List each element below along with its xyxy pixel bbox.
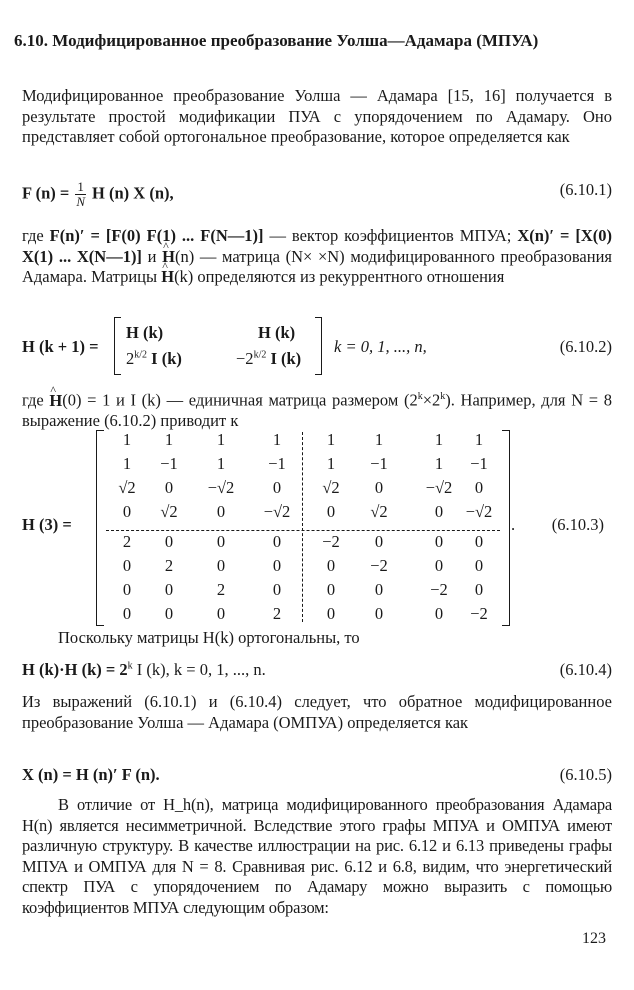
matrix-cell: 0 <box>326 604 336 623</box>
paragraph-inverse: Из выражений (6.10.1) и (6.10.4) следует, что обратное модифицированное преобразование Уолша — Адамара (ОМПУА) определяется как <box>22 692 612 732</box>
matrix-cell: 0 <box>164 604 174 623</box>
matrix-cell: 1 <box>272 430 282 449</box>
period: . <box>511 515 516 534</box>
equation-number: (6.10.5) <box>559 765 612 784</box>
matrix-cell: 2 <box>122 532 132 551</box>
matrix-cell: −√2 <box>207 478 235 497</box>
equation-number: (6.10.3) <box>551 515 604 534</box>
matrix-cell: H (k) <box>126 323 164 342</box>
matrix-cell: 1 <box>216 430 226 449</box>
right-bracket <box>502 430 510 626</box>
matrix-cell: 0 <box>216 532 226 551</box>
matrix-cell: 1 <box>122 430 132 449</box>
matrix-cell: $-2^{k/2}$ I (k) <box>236 349 302 368</box>
page-number: 123 <box>582 930 606 947</box>
eq1-rhs: H (n) X (n), <box>92 183 174 203</box>
equation-6-10-5 <box>22 765 612 789</box>
partition-vertical-line <box>302 432 303 622</box>
matrix-cell: −2 <box>370 556 388 575</box>
matrix-cell: 0 <box>164 478 174 497</box>
equation-body: X (n) = H (n)′ F (n). <box>22 765 160 784</box>
matrix-cell: 2 <box>216 580 226 599</box>
text: и <box>147 246 157 266</box>
matrix-cell: 0 <box>164 532 174 551</box>
matrix-cell: 1 <box>326 430 336 449</box>
equation-6-10-3 <box>22 430 612 626</box>
eq3-lhs: H (3) = <box>22 515 72 534</box>
matrix-cell: H (k) <box>258 323 296 342</box>
index-range: k = 0, 1, ..., n, <box>334 337 427 356</box>
matrix-cell: −1 <box>370 454 388 473</box>
matrix-cell: −1 <box>160 454 178 473</box>
paragraph-intro: Модифицированное преобразование Уолша — Адамара [15, 16] получается в результате простой модификации ПУА с упорядочением по Адамару. Оно представляет собой ортогональное преобразование, которое определяется как <box>22 86 612 146</box>
matrix-cell: 0 <box>216 556 226 575</box>
matrix-cell: 0 <box>374 580 384 599</box>
paragraph-comparison: В отличие от H_h(n), матрица модифицированного преобразования Адамара H(n) является несимметричной. Вследствие этого графы МПУА и ОМПУА имеют различную структуру. В качестве иллюстрации на рис. 6.12 и 6.13 приведены графы МПУА и ОМПУА для N = 8. Сравнивая рис. 6.12 и 6.8, видим, что энергетический спектр ПУА с упорядочением по Адамару можно выразить с помощью коэффициентов МПУА следующим образом: <box>22 795 612 917</box>
equation-number: (6.10.4) <box>559 660 612 679</box>
matrix-cell: −1 <box>470 454 488 473</box>
h-symbol: ^ H <box>161 267 174 288</box>
matrix-cell: 0 <box>434 556 444 575</box>
matrix-cell: −√2 <box>263 502 291 521</box>
matrix-cell: 1 <box>164 430 174 449</box>
superscript: k <box>417 391 423 402</box>
matrix-cell: 0 <box>374 604 384 623</box>
matrix-cell: 0 <box>474 532 484 551</box>
equation-6-10-1 <box>22 179 612 209</box>
matrix-cell: 1 <box>434 430 444 449</box>
matrix-cell: 0 <box>122 502 132 521</box>
matrix-cell: 0 <box>164 580 174 599</box>
text: (0) = 1 и I (k) — единичная матрица размером (2 <box>62 390 418 410</box>
left-bracket <box>96 430 104 626</box>
matrix-cell: 2 <box>164 556 174 575</box>
matrix-cell: $2^{k/2}$ I (k) <box>126 349 182 368</box>
matrix-cell: −√2 <box>425 478 453 497</box>
matrix-cell: √2 <box>322 478 340 497</box>
equation-number: (6.10.2) <box>559 337 612 356</box>
equation-6-10-4 <box>22 660 612 684</box>
matrix-cell: −1 <box>268 454 286 473</box>
matrix-cell: 0 <box>374 532 384 551</box>
matrix-cell: −√2 <box>465 502 493 521</box>
matrix-cell: 0 <box>216 502 226 521</box>
left-bracket <box>114 317 121 375</box>
fraction <box>75 180 86 209</box>
matrix-cell: 0 <box>216 604 226 623</box>
matrix-cell: 2 <box>272 604 282 623</box>
f-vector: F(n)′ = [F(0) F(1) ... F(N—1)] <box>49 226 264 245</box>
eq2-lhs: H (k + 1) = <box>22 337 99 356</box>
h-symbol: ^ H <box>49 391 62 412</box>
matrix-cell: 0 <box>326 502 336 521</box>
matrix-cell: 0 <box>122 580 132 599</box>
matrix-cell: √2 <box>160 502 178 521</box>
matrix-cell: 0 <box>374 478 384 497</box>
text: (k) определяются из рекуррентного отношения <box>174 267 505 286</box>
paragraph-definitions <box>22 226 612 288</box>
matrix-cell: −2 <box>470 604 488 623</box>
right-bracket <box>315 317 322 375</box>
matrix-cell: 1 <box>122 454 132 473</box>
paragraph-example <box>22 387 612 432</box>
eq1-lhs: F (n) = <box>22 183 70 203</box>
matrix-cell: 0 <box>122 556 132 575</box>
superscript: k <box>440 391 446 402</box>
equation-6-10-2 <box>22 315 612 379</box>
matrix-cell: 1 <box>374 430 384 449</box>
paragraph-orthogonal: Поскольку матрицы H(k) ортогональны, то <box>58 628 360 647</box>
matrix-cell: 1 <box>326 454 336 473</box>
partition-horizontal-line <box>106 530 500 531</box>
matrix-cell: 0 <box>474 478 484 497</box>
fraction-denominator: N <box>76 194 85 209</box>
matrix-cell: 0 <box>122 604 132 623</box>
text: где <box>22 226 44 245</box>
matrix-cell: 0 <box>326 580 336 599</box>
matrix-cell: 0 <box>474 580 484 599</box>
x-vector: X(n)′ = [X(0) X(1) ... X(N—1)] <box>22 226 613 266</box>
section-heading: 6.10. Модифицированное преобразование Уолша—Адамара (МПУА) <box>14 31 539 50</box>
h-symbol: ^ H <box>162 247 175 268</box>
matrix-cell: 0 <box>474 556 484 575</box>
matrix-cell: 0 <box>272 556 282 575</box>
matrix-cell: 0 <box>434 502 444 521</box>
fraction-numerator: 1 <box>77 179 84 194</box>
matrix-cell: 0 <box>434 604 444 623</box>
matrix-cell: −2 <box>430 580 448 599</box>
matrix-cell: √2 <box>370 502 388 521</box>
text: ). Например, для N = 8 выражение (6.10.2) приводит к <box>22 390 613 430</box>
matrix-cell: 0 <box>272 478 282 497</box>
text: (n) — матрица (N× ×N) модифицированного преобразования Адамара. Матрицы <box>22 246 612 286</box>
matrix-cell: 0 <box>272 580 282 599</box>
matrix-cell: 0 <box>434 532 444 551</box>
equation-body <box>22 180 174 209</box>
matrix-cell: 1 <box>474 430 484 449</box>
matrix-cell: 0 <box>272 532 282 551</box>
text: ×2 <box>422 390 441 410</box>
equation-body: H (k)·H $(k) = 2^k$ I (k), k = 0, 1, ..., n. <box>22 660 266 679</box>
matrix-cell: 0 <box>326 556 336 575</box>
matrix-cell: √2 <box>118 478 136 497</box>
matrix-cell: −2 <box>322 532 340 551</box>
text: — вектор коэффициентов МПУА; <box>269 226 512 245</box>
equation-number: (6.10.1) <box>559 180 612 199</box>
matrix-cell: 1 <box>434 454 444 473</box>
matrix-cell: 1 <box>216 454 226 473</box>
text: где <box>22 390 44 410</box>
